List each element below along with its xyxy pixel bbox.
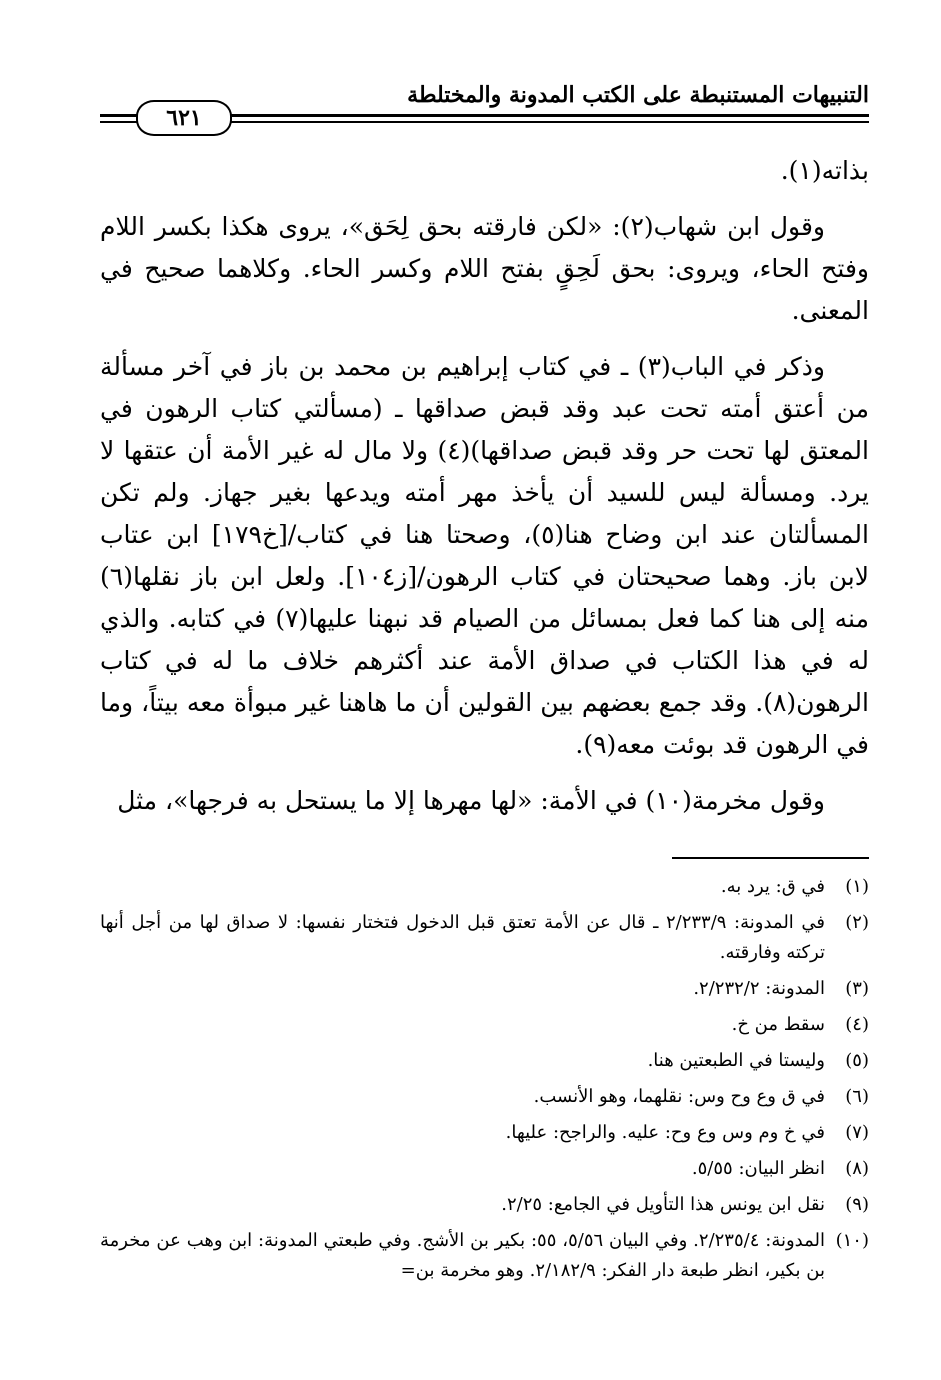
footnote-text: في ق: يرد به. [720, 876, 825, 897]
footnotes [100, 872, 869, 1292]
footnote [100, 908, 869, 968]
footnote-number: (٦) [845, 1086, 869, 1107]
footnote-text: نقل ابن يونس هذا التأويل في الجامع: ٢/٢٥. [501, 1194, 825, 1215]
footnote-number: (٨) [845, 1158, 869, 1179]
footnote [100, 1082, 869, 1112]
footnote [100, 1118, 869, 1148]
footnote-number: (٩) [845, 1194, 869, 1215]
page-number: ٦٢١ [136, 100, 232, 136]
footnote-text: المدونة: ٢/٢٣٢/٢. [693, 978, 825, 999]
footnote-number: (١٠) [835, 1230, 869, 1251]
footnote-text: سقط من خ. [731, 1014, 825, 1035]
running-header-title: التنبيهات المستنبطة على الكتب المدونة والمختلطة [407, 82, 869, 108]
footnote [100, 1190, 869, 1220]
footnote-number: (٥) [845, 1050, 869, 1071]
footnote-number: (٣) [845, 978, 869, 999]
footnote-number: (٢) [845, 912, 869, 933]
footnote [100, 1046, 869, 1076]
footnote-number: (٧) [845, 1122, 869, 1143]
footnote [100, 872, 869, 902]
paragraph: بذاته(١). [780, 156, 869, 185]
footnote-separator [672, 857, 869, 859]
footnote-text: في ق وع وح وس: نقلهما، وهو الأنسب. [533, 1086, 825, 1107]
footnote [100, 1226, 869, 1286]
paragraph: وقول ابن شهاب(٢): «لكن فارقته بحق لِحَق»، يروى هكذا بكسر اللام وفتح الحاء، ويروى: بحق لَحِقٍ بفتح اللام وكسر الحاء. وكلاهما صحيح في المعنى. [100, 212, 869, 325]
footnote-text: انظر البيان: ٥/٥٥. [691, 1158, 825, 1179]
footnote [100, 1154, 869, 1184]
paragraph: وذكر في الباب(٣) ـ في كتاب إبراهيم بن محمد بن باز في آخر مسألة من أعتق أمته تحت عبد وقد قبض صداقها ـ (مسألتي كتاب الرهون في المعتق لها تحت حر وقد قبض صداقها)(٤) ولا مال له غير الأمة أن عتقها لا يرد. ومسألة ليس للسيد أن يأخذ مهر أمته ويدعها بغير جهاز. ولم تكن المسألتان عند ابن وضاح هنا(٥)، وصحتا هنا في كتاب/[خ١٧٩] ابن عتاب لابن باز. وهما صحيحتان في كتاب الرهون/[ز١٠٤]. ولعل ابن باز نقلها(٦) منه إلى هنا كما فعل بمسائل من الصيام قد نبهنا عليها(٧) في كتابه. والذي له في هذا الكتاب في صداق الأمة عند أكثرهم خلاف ما له في كتاب الرهون(٨). وقد جمع بعضهم بين القولين أن ما هاهنا غير مبوأة معه بيتاً، وما في الرهون قد بوئت معه(٩). [100, 352, 870, 759]
footnote [100, 974, 869, 1004]
main-text [100, 150, 869, 836]
paragraph: وقول مخرمة(١٠) في الأمة: «لها مهرها إلا ما يستحل به فرجها»، مثل [117, 786, 825, 815]
footnote-text: في المدونة: ٢/٢٣٣/٩ ـ قال عن الأمة تعتق قبل الدخول فتختار نفسها: لا صداق لها من أجل أنها تركته وفارقته. [100, 912, 826, 963]
footnote [100, 1010, 869, 1040]
footnote-number: (١) [845, 876, 869, 897]
footnote-text: المدونة: ٢/٢٣٥/٤. وفي البيان ٥/٥٦، ٥٥: بكير بن الأشج. وفي طبعتي المدونة: ابن وهب عن مخرمة بن بكير، انظر طبعة دار الفكر: ٢/١٨٢/٩. وهو مخرمة بن= [100, 1230, 826, 1281]
footnote-text: في خ وم وس وع وح: عليه. والراجح: عليها. [505, 1122, 825, 1143]
footnote-number: (٤) [845, 1014, 869, 1035]
footnote-text: وليستا في الطبعتين هنا. [647, 1050, 825, 1071]
